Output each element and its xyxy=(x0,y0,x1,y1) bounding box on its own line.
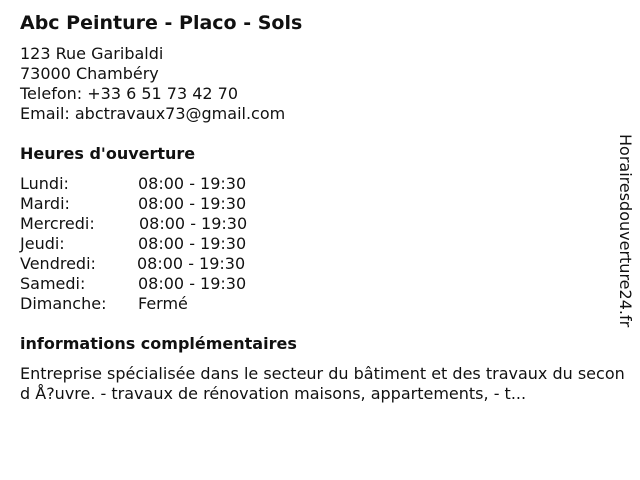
info-heading: informations complémentaires xyxy=(20,334,297,353)
hours-row-tuesday xyxy=(20,194,320,214)
day-label: Dimanche: xyxy=(20,294,107,313)
email-address: Email: abctravaux73@gmail.com xyxy=(20,104,286,123)
time-value: 08:00 - 19:30 xyxy=(139,214,248,233)
hours-row-sunday xyxy=(20,294,320,314)
hours-row-saturday xyxy=(20,274,320,294)
hours-heading: Heures d'ouverture xyxy=(20,144,196,163)
time-value: 08:00 - 19:30 xyxy=(137,254,246,273)
day-label: Lundi: xyxy=(20,174,69,193)
time-value: Fermé xyxy=(138,294,188,313)
info-description: Entreprise spécialisée dans le secteur du bâtiment et des travaux du second Å?uvre. - travaux de rénovation maisons, appartements, - t... xyxy=(20,364,625,403)
hours-row-friday xyxy=(20,254,320,274)
day-label: Vendredi: xyxy=(20,254,96,273)
time-value: 08:00 - 19:30 xyxy=(138,174,247,193)
phone-number: Telefon: +33 6 51 73 42 70 xyxy=(20,84,239,103)
day-label: Jeudi: xyxy=(20,234,65,253)
time-value: 08:00 - 19:30 xyxy=(138,194,247,213)
time-value: 08:00 - 19:30 xyxy=(138,234,247,253)
hours-row-wednesday xyxy=(20,214,320,234)
time-value: 08:00 - 19:30 xyxy=(138,274,247,293)
city-address: 73000 Chambéry xyxy=(20,64,159,83)
hours-row-monday xyxy=(20,174,320,194)
address-block xyxy=(20,44,285,124)
opening-hours-table xyxy=(20,174,320,314)
day-label: Mardi: xyxy=(20,194,70,213)
hours-row-thursday xyxy=(20,234,320,254)
day-label: Mercredi: xyxy=(20,214,95,233)
street-address: 123 Rue Garibaldi xyxy=(20,44,164,63)
business-name: Abc Peinture - Placo - Sols xyxy=(20,12,303,34)
site-watermark: Horairesdouverture24.fr xyxy=(616,134,635,328)
day-label: Samedi: xyxy=(20,274,86,293)
